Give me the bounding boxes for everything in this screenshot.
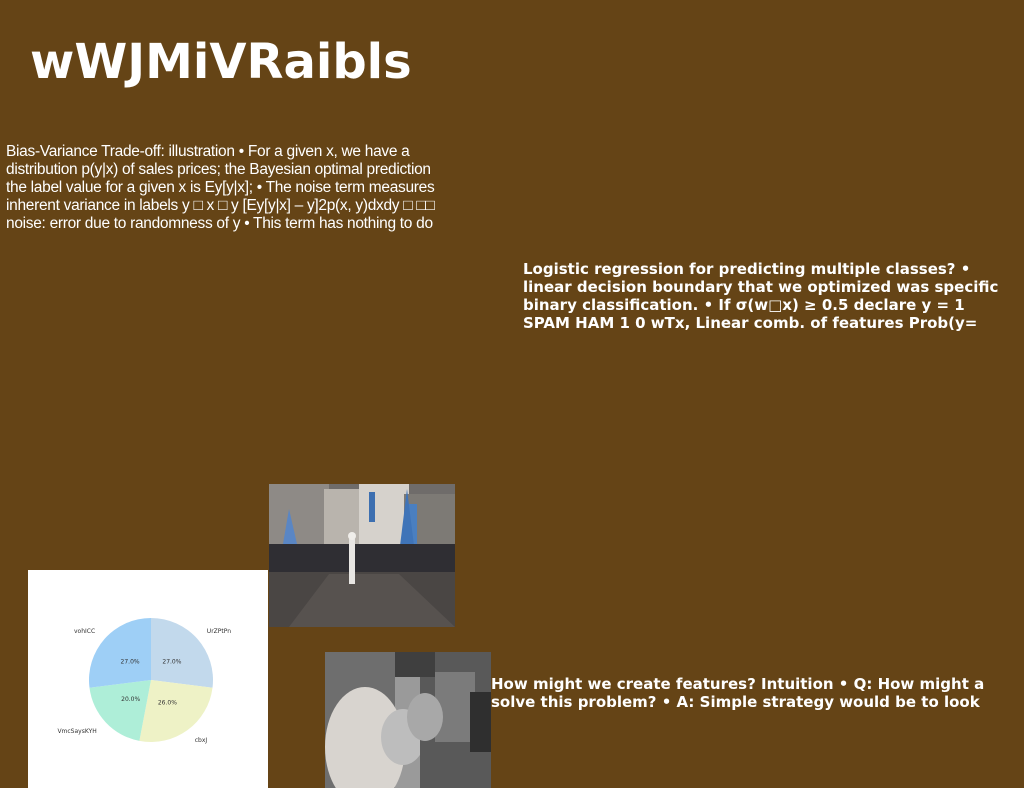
text-line: inherent variance in labels y □ x □ y [Ey[y|x] – y]2p(x, y)dxdy □ □□ [6,197,435,214]
bias-variance-text-block [6,143,476,233]
pie-category-label: cbxJ [194,737,208,745]
couple-photo-drawing [325,652,491,788]
pie-category-label: VmcSaysKYH [57,727,97,735]
pie-slice-urzptpn [151,618,213,688]
pie-chart [28,570,268,788]
text-line: How might we create features? Intuition • Q: How might a [491,675,985,693]
text-line: Bias-Variance Trade-off: illustration • For a given x, we have a [6,143,410,160]
text-line: solve this problem? • A: Simple strategy would be to look [491,693,980,711]
pie-pct-label: 26.0% [157,699,177,707]
text-line: noise: error due to randomness of y • This term has nothing to do [6,215,433,232]
features-text-block [491,675,1024,711]
pie-slice-vohicc [89,618,151,688]
text-line: linear decision boundary that we optimized was specific [523,278,999,296]
text-line: binary classification. • If σ(w□x) ≥ 0.5 declare y = 1 [523,296,965,314]
page-title: wWJMiVRaibls [30,34,412,90]
parade-photo-drawing [269,484,455,627]
logistic-regression-text-block [523,260,1024,332]
text-line: distribution p(y|x) of sales prices; the Bayesian optimal prediction [6,161,431,178]
text-line: Logistic regression for predicting multiple classes? • [523,260,971,278]
pie-category-label: vohICC [74,627,96,635]
grayscale-couple-photo [325,652,491,788]
pie-chart-canvas [28,570,268,788]
pie-category-label: UrZPtPn [206,627,232,635]
parade-photo [269,484,455,627]
pie-pct-label: 27.0% [162,658,182,666]
text-line: the label value for a given x is Ey[y|x]; • The noise term measures [6,179,435,196]
pie-slice-cbxj [139,680,212,745]
pie-pct-label: 20.0% [121,696,141,704]
pie-pct-label: 27.0% [120,658,140,666]
text-line: SPAM HAM 1 0 wTx, Linear comb. of features Prob(y= [523,314,978,332]
